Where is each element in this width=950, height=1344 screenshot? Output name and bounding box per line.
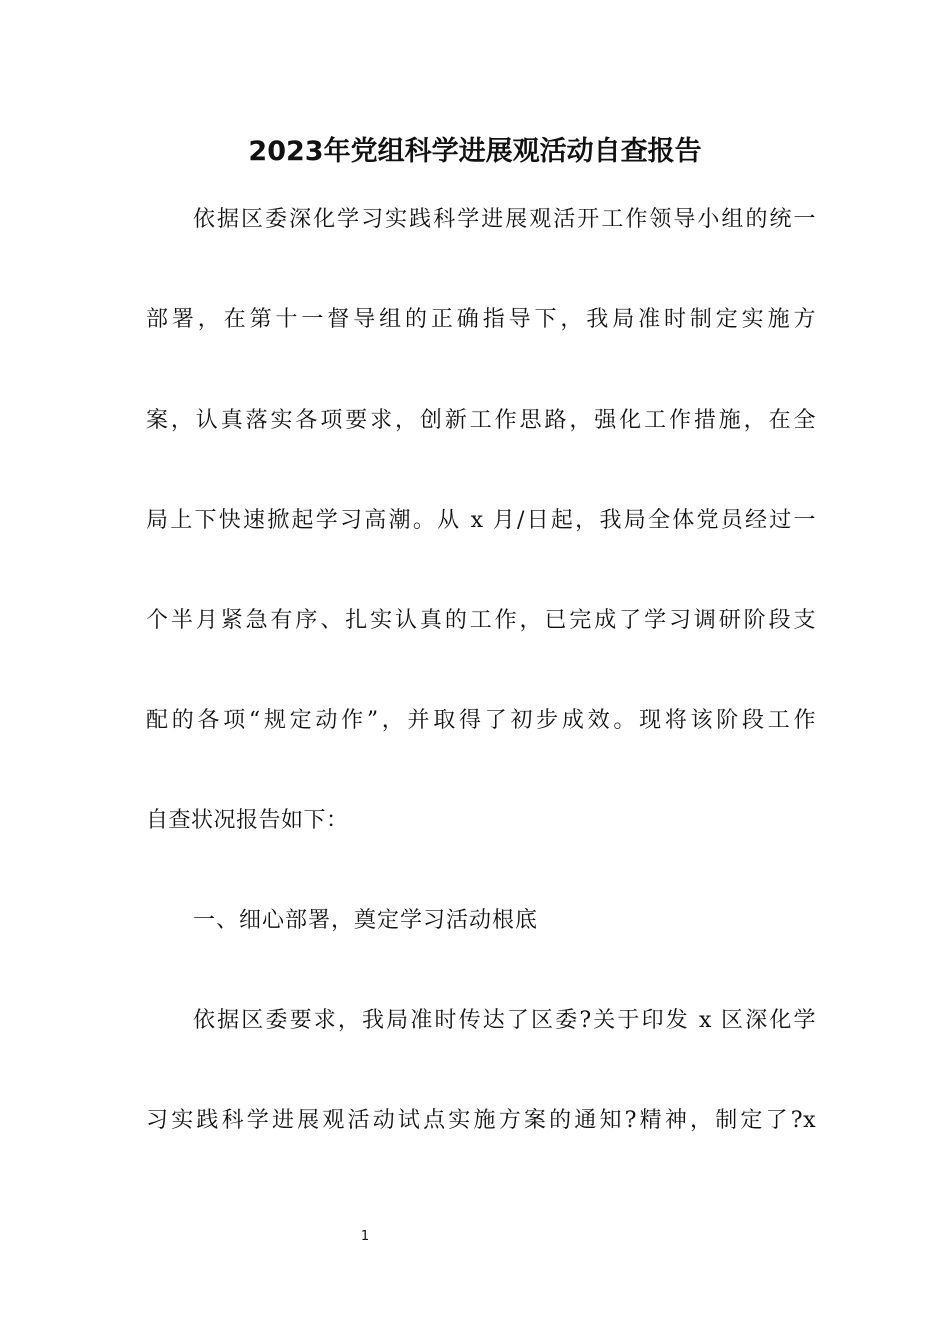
paragraph-line: 依据区委要求，我局准时传达了区委?关于印发 x 区深化学: [193, 1008, 816, 1033]
document-title: 2023年党组科学进展观活动自查报告: [248, 136, 702, 167]
paragraph-line: 部署，在第十一督导组的正确指导下，我局准时制定实施方: [146, 307, 816, 332]
paragraph-line: 局上下快速掀起学习高潮。从 x 月/日起，我局全体党员经过一: [146, 508, 816, 533]
paragraph-line: 依据区委深化学习实践科学进展观活开工作领导小组的统一: [193, 207, 816, 232]
paragraph-line: 案，认真落实各项要求，创新工作思路，强化工作措施，在全: [146, 408, 816, 433]
section-heading: 一、细心部署，奠定学习活动根底: [193, 908, 539, 933]
paragraph-line: 习实践科学进展观活动试点实施方案的通知?精神，制定了?x: [146, 1108, 816, 1133]
paragraph-line: 配的各项“规定动作”，并取得了初步成效。现将该阶段工作: [146, 708, 816, 733]
paragraph-line: 自查状况报告如下：: [146, 808, 349, 833]
page-number: 1: [360, 1229, 370, 1244]
paragraph-line: 个半月紧急有序、扎实认真的工作，已完成了学习调研阶段支: [146, 608, 816, 633]
